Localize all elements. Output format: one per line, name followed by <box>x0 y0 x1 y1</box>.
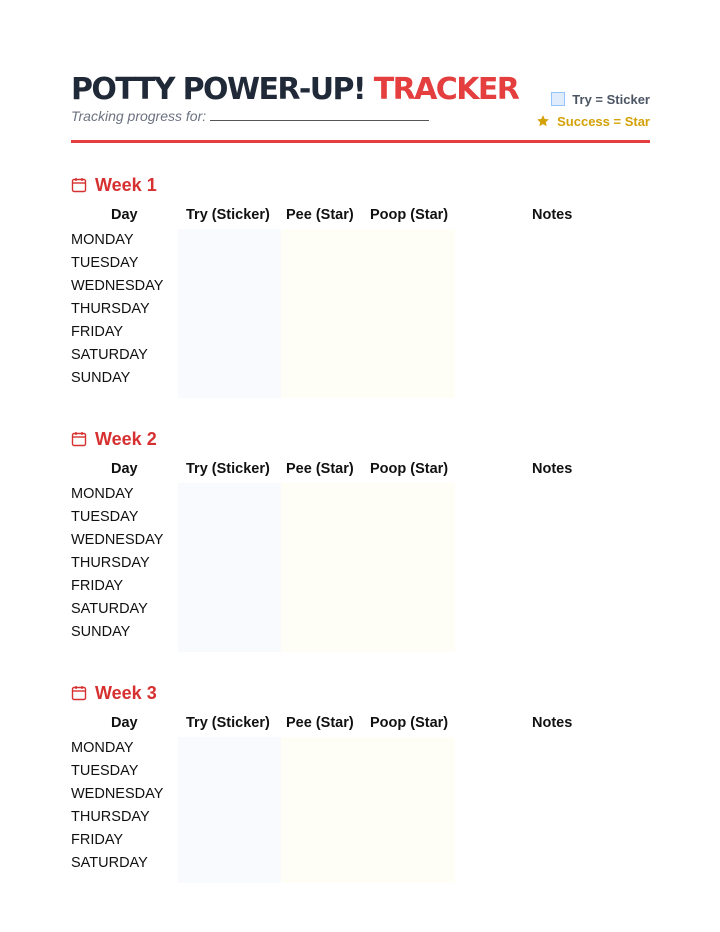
page-title <box>71 72 518 108</box>
legend-success-label: Success = Star <box>557 113 650 129</box>
day-label: MONDAY <box>71 486 134 502</box>
day-label: SATURDAY <box>71 347 148 363</box>
column-header-pee: Pee (Star) <box>286 461 354 477</box>
day-label: THURSDAY <box>71 809 150 825</box>
day-row <box>71 783 650 806</box>
day-row <box>71 252 650 275</box>
column-header-try: Try (Sticker) <box>186 461 270 477</box>
day-label: WEDNESDAY <box>71 278 164 294</box>
legend-success <box>536 110 650 132</box>
day-label: THURSDAY <box>71 301 150 317</box>
calendar-icon <box>71 431 87 447</box>
day-row <box>71 852 650 875</box>
tracking-subtitle <box>71 108 429 124</box>
title-accent: TRACKER <box>373 72 519 107</box>
legend-try <box>536 88 650 110</box>
week-header <box>71 427 650 451</box>
title-main: POTTY POWER-UP! <box>71 72 365 107</box>
column-header-try: Try (Sticker) <box>186 715 270 731</box>
day-label: FRIDAY <box>71 324 124 340</box>
day-label: TUESDAY <box>71 509 139 525</box>
day-row <box>71 529 650 552</box>
day-label: FRIDAY <box>71 832 124 848</box>
day-row <box>71 229 650 252</box>
day-label: WEDNESDAY <box>71 786 164 802</box>
name-blank-line <box>210 108 429 121</box>
day-row <box>71 806 650 829</box>
column-header-notes: Notes <box>532 461 573 477</box>
week-section <box>71 681 650 875</box>
day-label: SUNDAY <box>71 370 131 386</box>
week-title: Week 2 <box>95 428 157 449</box>
subtitle-label: Tracking progress for: <box>71 108 207 124</box>
day-row <box>71 621 650 644</box>
day-label: THURSDAY <box>71 555 150 571</box>
column-header-poop: Poop (Star) <box>370 461 449 477</box>
column-header-notes: Notes <box>532 207 573 223</box>
day-grid <box>71 229 650 390</box>
day-row <box>71 298 650 321</box>
day-label: MONDAY <box>71 740 134 756</box>
week-section <box>71 173 650 390</box>
column-header-day: Day <box>111 715 138 731</box>
column-header-notes: Notes <box>532 715 573 731</box>
day-label: MONDAY <box>71 232 134 248</box>
day-row <box>71 552 650 575</box>
day-label: TUESDAY <box>71 763 139 779</box>
legend-try-label: Try = Sticker <box>572 91 650 107</box>
try-swatch-icon <box>551 92 565 106</box>
day-label: TUESDAY <box>71 255 139 271</box>
day-row <box>71 321 650 344</box>
day-label: SATURDAY <box>71 601 148 617</box>
day-row <box>71 275 650 298</box>
column-header-pee: Pee (Star) <box>286 207 354 223</box>
column-header-try: Try (Sticker) <box>186 207 270 223</box>
day-label: SATURDAY <box>71 855 148 871</box>
legend <box>536 88 650 132</box>
day-row <box>71 367 650 390</box>
header-rule <box>71 140 650 143</box>
column-header-poop: Poop (Star) <box>370 715 449 731</box>
column-headers <box>71 461 650 483</box>
day-row <box>71 483 650 506</box>
day-label: SUNDAY <box>71 624 131 640</box>
week-header <box>71 173 650 197</box>
week-title: Week 1 <box>95 174 157 195</box>
day-row <box>71 598 650 621</box>
column-header-pee: Pee (Star) <box>286 715 354 731</box>
day-row <box>71 760 650 783</box>
page-header <box>71 70 650 145</box>
week-title: Week 3 <box>95 682 157 703</box>
day-row <box>71 506 650 529</box>
column-headers <box>71 207 650 229</box>
day-grid <box>71 483 650 644</box>
day-label: WEDNESDAY <box>71 532 164 548</box>
day-row <box>71 737 650 760</box>
day-row <box>71 344 650 367</box>
star-icon <box>536 114 550 128</box>
calendar-icon <box>71 177 87 193</box>
column-header-day: Day <box>111 461 138 477</box>
column-header-day: Day <box>111 207 138 223</box>
week-section <box>71 427 650 644</box>
day-row <box>71 829 650 852</box>
week-header <box>71 681 650 705</box>
calendar-icon <box>71 685 87 701</box>
day-label: FRIDAY <box>71 578 124 594</box>
column-headers <box>71 715 650 737</box>
day-row <box>71 575 650 598</box>
column-header-poop: Poop (Star) <box>370 207 449 223</box>
day-grid <box>71 737 650 875</box>
